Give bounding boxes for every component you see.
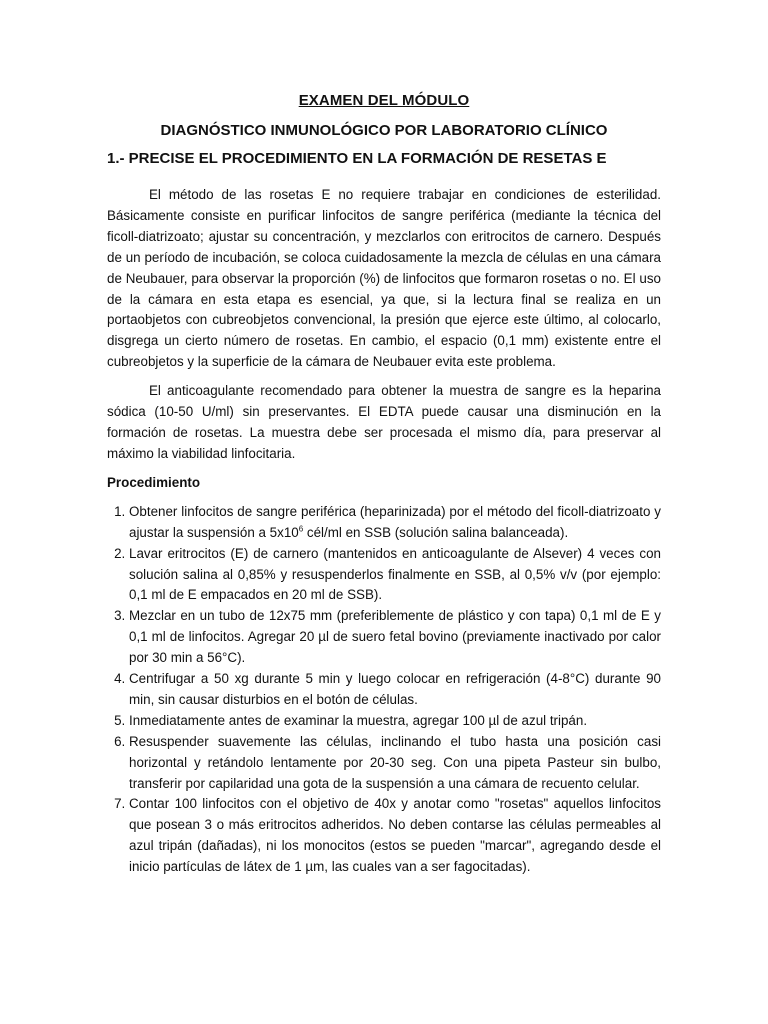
exam-title: EXAMEN DEL MÓDULO: [298, 92, 470, 109]
module-title: DIAGNÓSTICO INMUNOLÓGICO POR LABORATORIO CLÍNICO: [160, 122, 608, 139]
procedure-step: 7. Contar 100 linfocitos con el objetivo de 40x y anotar como "rosetas" aquellos linfocitos que posean 3 o más eritrocitos adheridos. No deben contarse las células permeables al azul tripán (dañadas), ni los monocitos (estos se pueden "marcar", agregando desde el inicio partículas de látex de 1 µm, las cuales van a ser fagocitadas).: [129, 794, 661, 878]
step-text-after: cél/ml en SSB (solución salina balanceada).: [303, 524, 569, 540]
procedure-step: 4. Centrifugar a 50 xg durante 5 min y luego colocar en refrigeración (4-8°C) durante 90 min, sin causar disturbios en el botón de células.: [129, 669, 661, 711]
procedure-step: 5. Inmediatamente antes de examinar la muestra, agregar 100 µl de azul tripán.: [129, 711, 661, 732]
step-exponent: 6: [298, 524, 304, 534]
procedure-heading: Procedimiento: [107, 474, 201, 490]
procedure-step: [129, 502, 661, 544]
procedure-step: 3. Mezclar en un tubo de 12x75 mm (preferiblemente de plástico y con tapa) 0,1 ml de E y 0,1 ml de linfocitos. Agregar 20 µl de suero fetal bovino (previamente inactivado por calor por 30 min a 56°C).: [129, 606, 661, 669]
step-text-before: Obtener linfocitos de sangre periférica (heparinizada) por el método del ficoll-diatrizoato y ajustar la suspensión a 5x10: [129, 503, 661, 540]
intro-paragraph: El método de las rosetas E no requiere trabajar en condiciones de esterilidad. Básicamente consiste en purificar linfocitos de sangre periférica (mediante la técnica del ficoll-diatrizoato; ajustar su concentración, y mezclarlos con eritrocitos de carnero. Después de un período de incubación, se coloca cuidadosamente la mezcla de células en una cámara de Neubauer, para observar la proporción (%) de linfocitos que formaron rosetas o no. El uso de la cámara en esta etapa es esencial, ya que, si la lectura final se realiza en un portaobjetos con cubreobjetos convencional, la presión que ejerce este último, al colocarlo, disgrega un cierto número de rosetas. En cambio, el espacio (0,1 mm) existente entre el cubreobjetos y la superficie de la cámara de Neubauer evita este problema.: [107, 187, 661, 370]
procedure-step: 2. Lavar eritrocitos (E) de carnero (mantenidos en anticoagulante de Alsever) 4 veces con solución salina al 0,85% y resuspenderlos finalmente en SSB, al 0,5% v/v (por ejemplo: 0,1 ml de E empacados en 20 ml de SSB).: [129, 544, 661, 607]
anticoagulant-paragraph: El anticoagulante recomendado para obtener la muestra de sangre es la heparina sódica (10-50 U/ml) sin preservantes. El EDTA puede causar una disminución en la formación de rosetas. La muestra debe ser procesada el mismo día, para preservar al máximo la viabilidad linfocitaria.: [107, 383, 661, 461]
question-title: 1.- PRECISE EL PROCEDIMIENTO EN LA FORMACIÓN DE RESETAS E: [107, 150, 607, 167]
procedure-step: 6. Resuspender suavemente las células, inclinando el tubo hasta una posición casi horizontal y retándolo lentamente por 20-30 seg. Con una pipeta Pasteur sin bulbo, transferir por capilaridad una gota de la suspensión a una cámara de recuento celular.: [129, 732, 661, 795]
procedure-steps: [107, 502, 661, 878]
